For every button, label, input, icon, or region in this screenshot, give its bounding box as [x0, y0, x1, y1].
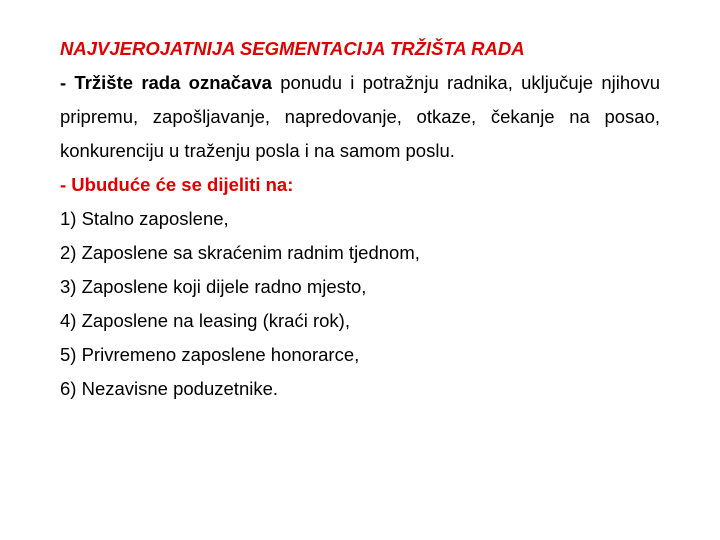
segment-list [60, 202, 660, 406]
paragraph-text: ponudu i potražnju radnika, uključuje njihovu pripremu, zapošljavanje, napredovanje, otkaze, čekanje na posao, konkurenciju u traženju posla i na samom poslu. [60, 72, 660, 161]
slide-content [60, 32, 660, 406]
definition-paragraph [60, 66, 660, 168]
list-item: 2) Zaposlene sa skraćenim radnim tjednom, [60, 242, 420, 263]
list-item: 6) Nezavisne poduzetnike. [60, 378, 279, 399]
list-item: 3) Zaposlene koji dijele radno mjesto, [60, 276, 367, 297]
list-item: 4) Zaposlene na leasing (kraći rok), [60, 310, 350, 331]
list-item: 1) Stalno zaposlene, [60, 208, 229, 229]
slide-title: NAJVJEROJATNIJA SEGMENTACIJA TRŽIŠTA RADA [60, 38, 525, 59]
list-heading: - Ubuduće će se dijeliti na: [60, 174, 294, 195]
list-item: 5) Privremeno zaposlene honorarce, [60, 344, 360, 365]
paragraph-lead: - Tržište rada označava [60, 72, 272, 93]
